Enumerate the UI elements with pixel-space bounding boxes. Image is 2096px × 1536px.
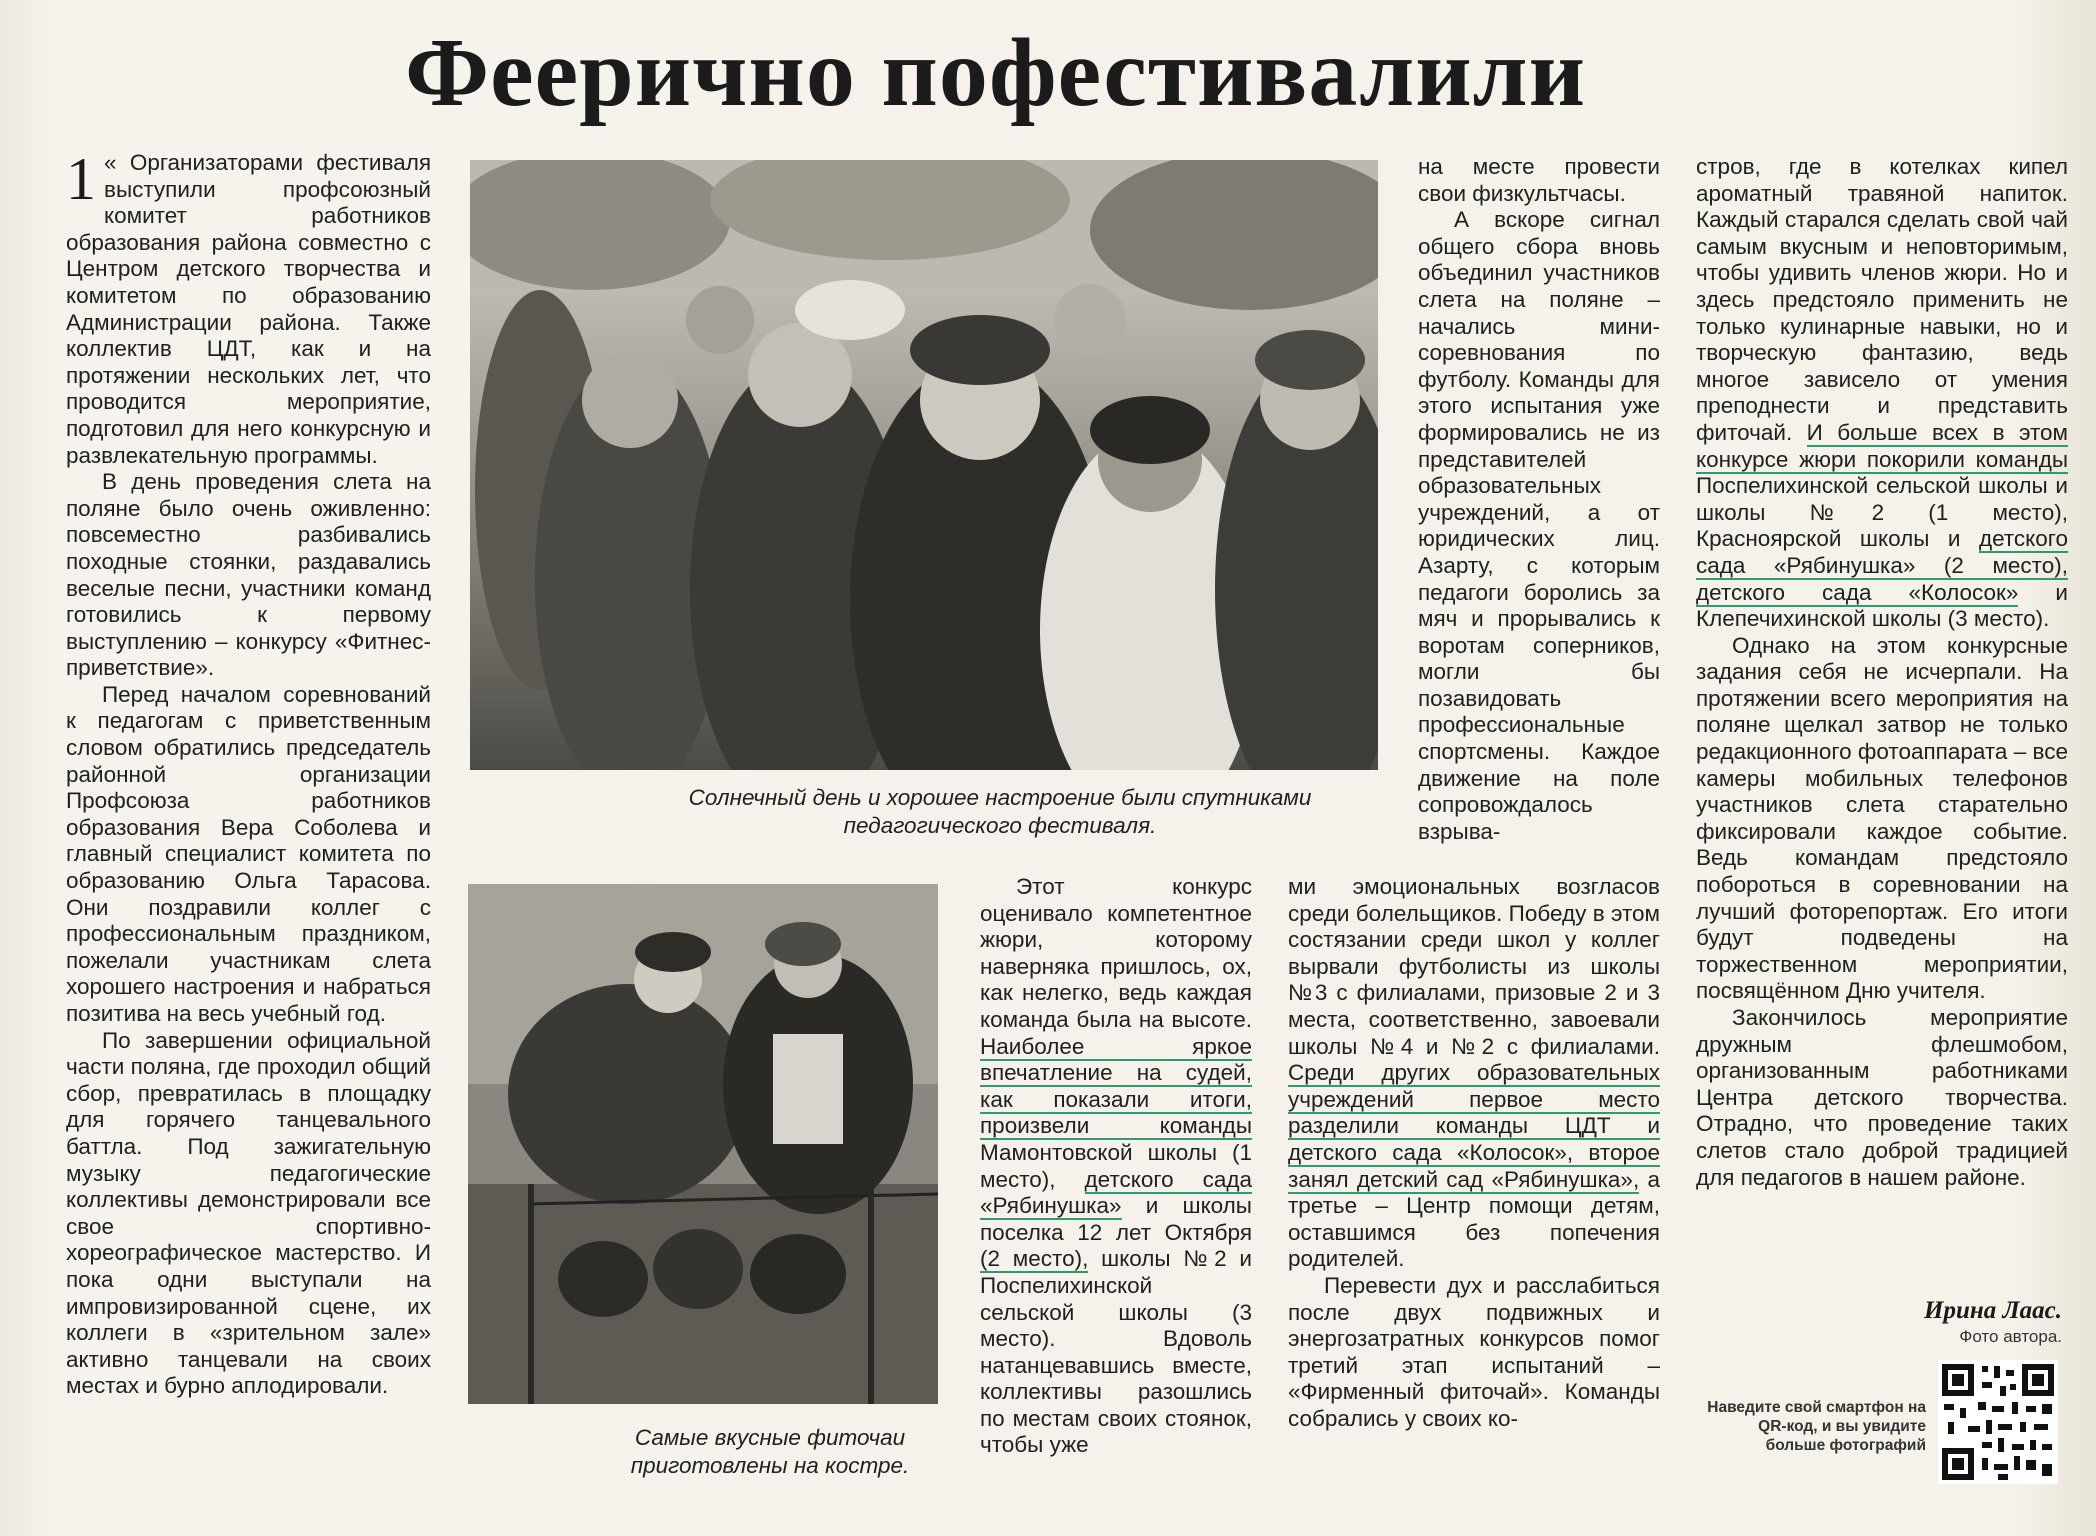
photo-teachers-group-caption: Солнечный день и хорошее настроение были спутниками педагогического фестиваля. [688,785,1312,838]
text-run: стров, где в котелках кипел ароматный травяной напиток. Каждый старался сделать свой чай самым вкусным и неповторимым, чтобы удивить членов жюри. Но и здесь предстояло применить не только кулинарные навыки, но и творческую фантазию, ведь многое зависело от умения преподнести и представить фиточай. [1696,154,2068,445]
text-run: Этот конкурс оценивало компетентное жюри, которому наверняка пришлось, ох, как нелегко, ведь каждая команда была на высоте. [980,874,1252,1032]
text-run: ми эмоциональных возгласов среди болельщиков. Победу в этом состязании среди школ у коллег вырвали футболисты из школы №3 с филиалами, призовые 2 и 3 места, соответственно, завоевали школы №4 и №2 с филиалами. [1288,874,1660,1059]
text-run: и школы поселка 12 лет Октября [980,1193,1252,1245]
photo-teachers-group [470,160,1378,770]
column-3 [980,874,1252,1484]
paragraph: Перевести дух и расслабиться после двух подвижных и энергозатратных конкурсов помог третий этап испытаний – «Фирменный фиточай». Команды собрались у своих ко- [1288,1272,1660,1431]
text-run: школы №2 и Поспелихинской сельской школы (3 место). Вдоволь натанцевавшись вместе, коллективы разошлись по местам своих стоянок, чтобы уже [980,1246,1252,1458]
author-name: Ирина Лаас. [1924,1297,2062,1324]
highlighted-text: И больше всех в этом конкурсе жюри покорили команды [1696,419,2068,472]
highlighted-text: детского сада «Рябинушка» (2 место), детского сада «Колосок» [1696,526,2068,605]
drop-cap: 1 [66,150,96,212]
paragraph: Однако на этом конкурсные задания себя не исчерпали. На протяжении всего мероприятия на поляне щелкал затвор не только редакционного фотоаппарата – все камеры мобильных телефонов участников слета старательно фиксировали каждое событие. Ведь командам предстояло побороться в соревновании на лучший фоторепортаж. Его итоги будут подведены на торжественном мероприятии, посвящённом Дню учителя. [1696,632,2068,1004]
paragraph: По завершении официальной части поляна, где проходил общий сбор, превратилась в площадку для горячего танцевального баттла. Под зажигательную музыку педагогические коллективы демонстрировали все свое спортивно-хореографическое мастерство. И пока одни выступали на импровизированной сцене, их коллеги в «зрительном зале» активно танцевали на своих местах и бурно аплодировали. [66,1027,431,1399]
bleed-through-area [20,40,420,130]
paragraph: В день проведения слета на поляне было очень оживленно: повсеместно разбивались походные стоянки, раздавались веселые песни, участники команд готовились к первому выступлению – конкурсу «Фитнес-приветствие». [66,469,431,681]
text-run: Поспелихинской сельской школы и школы №2 (1 место), Красноярской школы и [1696,473,2068,552]
highlighted-text: Наиболее яркое впечатление на судей, как показали итоги, произвели команды [980,1033,1252,1139]
photo-teachers-group-image [470,160,1378,770]
qr-code-icon [1938,1360,2058,1484]
paragraph: « Организаторами фестиваля выступили профсоюзный комитет работников образования района совместно с Центром детского творчества и комитетом по образованию Администрации района. Также коллектив ЦДТ, как и на протяжении нескольких лет, что проводится мероприятие, подготовил для него конкурсную и развлекательную программы. [66,150,431,468]
text-run: Мамонтовской школы (1 место), [980,1139,1252,1192]
qr-instructions: Наведите свой смартфон на QR-код, и вы увидите больше фотографий [1707,1399,1926,1454]
column-1 [66,150,431,1480]
paragraph: Закончилось мероприятие дружным флешмобом, организованным работниками Центра детского творчества. Отрадно, что проведение таких слетов стало доброй традицией для педагогов в нашем районе. [1696,1005,2068,1190]
paragraph: на месте провести свои физкультчасы. [1418,154,1660,206]
column-5 [1696,154,2068,1298]
photo-campfire-tea-image [468,884,938,1404]
highlighted-text: детского сада «Рябинушка» [980,1166,1252,1219]
column-4-top [1418,154,1660,860]
photo-campfire-tea-caption: Самые вкусные фиточаи приготовлены на костре. [630,1425,910,1478]
paragraph: Перед началом соревнований к педагогам с приветственным словом обратились председатель районной организации Профсоюза работников образования Вера Соболева и главный специалист комитета по образованию Ольга Тарасова. Они поздравили коллег с профессиональным праздником, пожелали участникам слета хорошего настроения и набраться позитива на весь учебный год. [66,681,431,1026]
text-run: а третье – Центр помощи детям, оставшимся без попечения родителей. [1288,1166,1660,1272]
photo-campfire-tea [468,884,938,1404]
photo-credit: Фото автора. [1959,1327,2062,1346]
article-headline: Феерично пофестивалили [405,19,1587,127]
text-run: и Клепечихинской школы (3 место). [1696,579,2068,632]
column-4-bottom [1288,874,1660,1484]
qr-code[interactable] [1938,1360,2058,1484]
paragraph: А вскоре сигнал общего сбора вновь объединил участников слета на поляне – начались мини-соревнования по футболу. Команды для этого испытания уже формировались не из представителей образовательных учреждений, а от юридических лиц. Азарту, с которым педагоги боролись за мяч и прорывались к воротам соперников, могли бы позавидовать профессиональные спортсмены. Каждое движение на поле сопровождалось взрыва- [1418,207,1660,844]
highlighted-text: Среди других образовательных учреждений первое место разделили команды ЦДТ и детского сада «Колосок», второе занял детский сад «Рябинушка», [1288,1060,1660,1192]
highlighted-text: (2 место), [980,1246,1089,1272]
